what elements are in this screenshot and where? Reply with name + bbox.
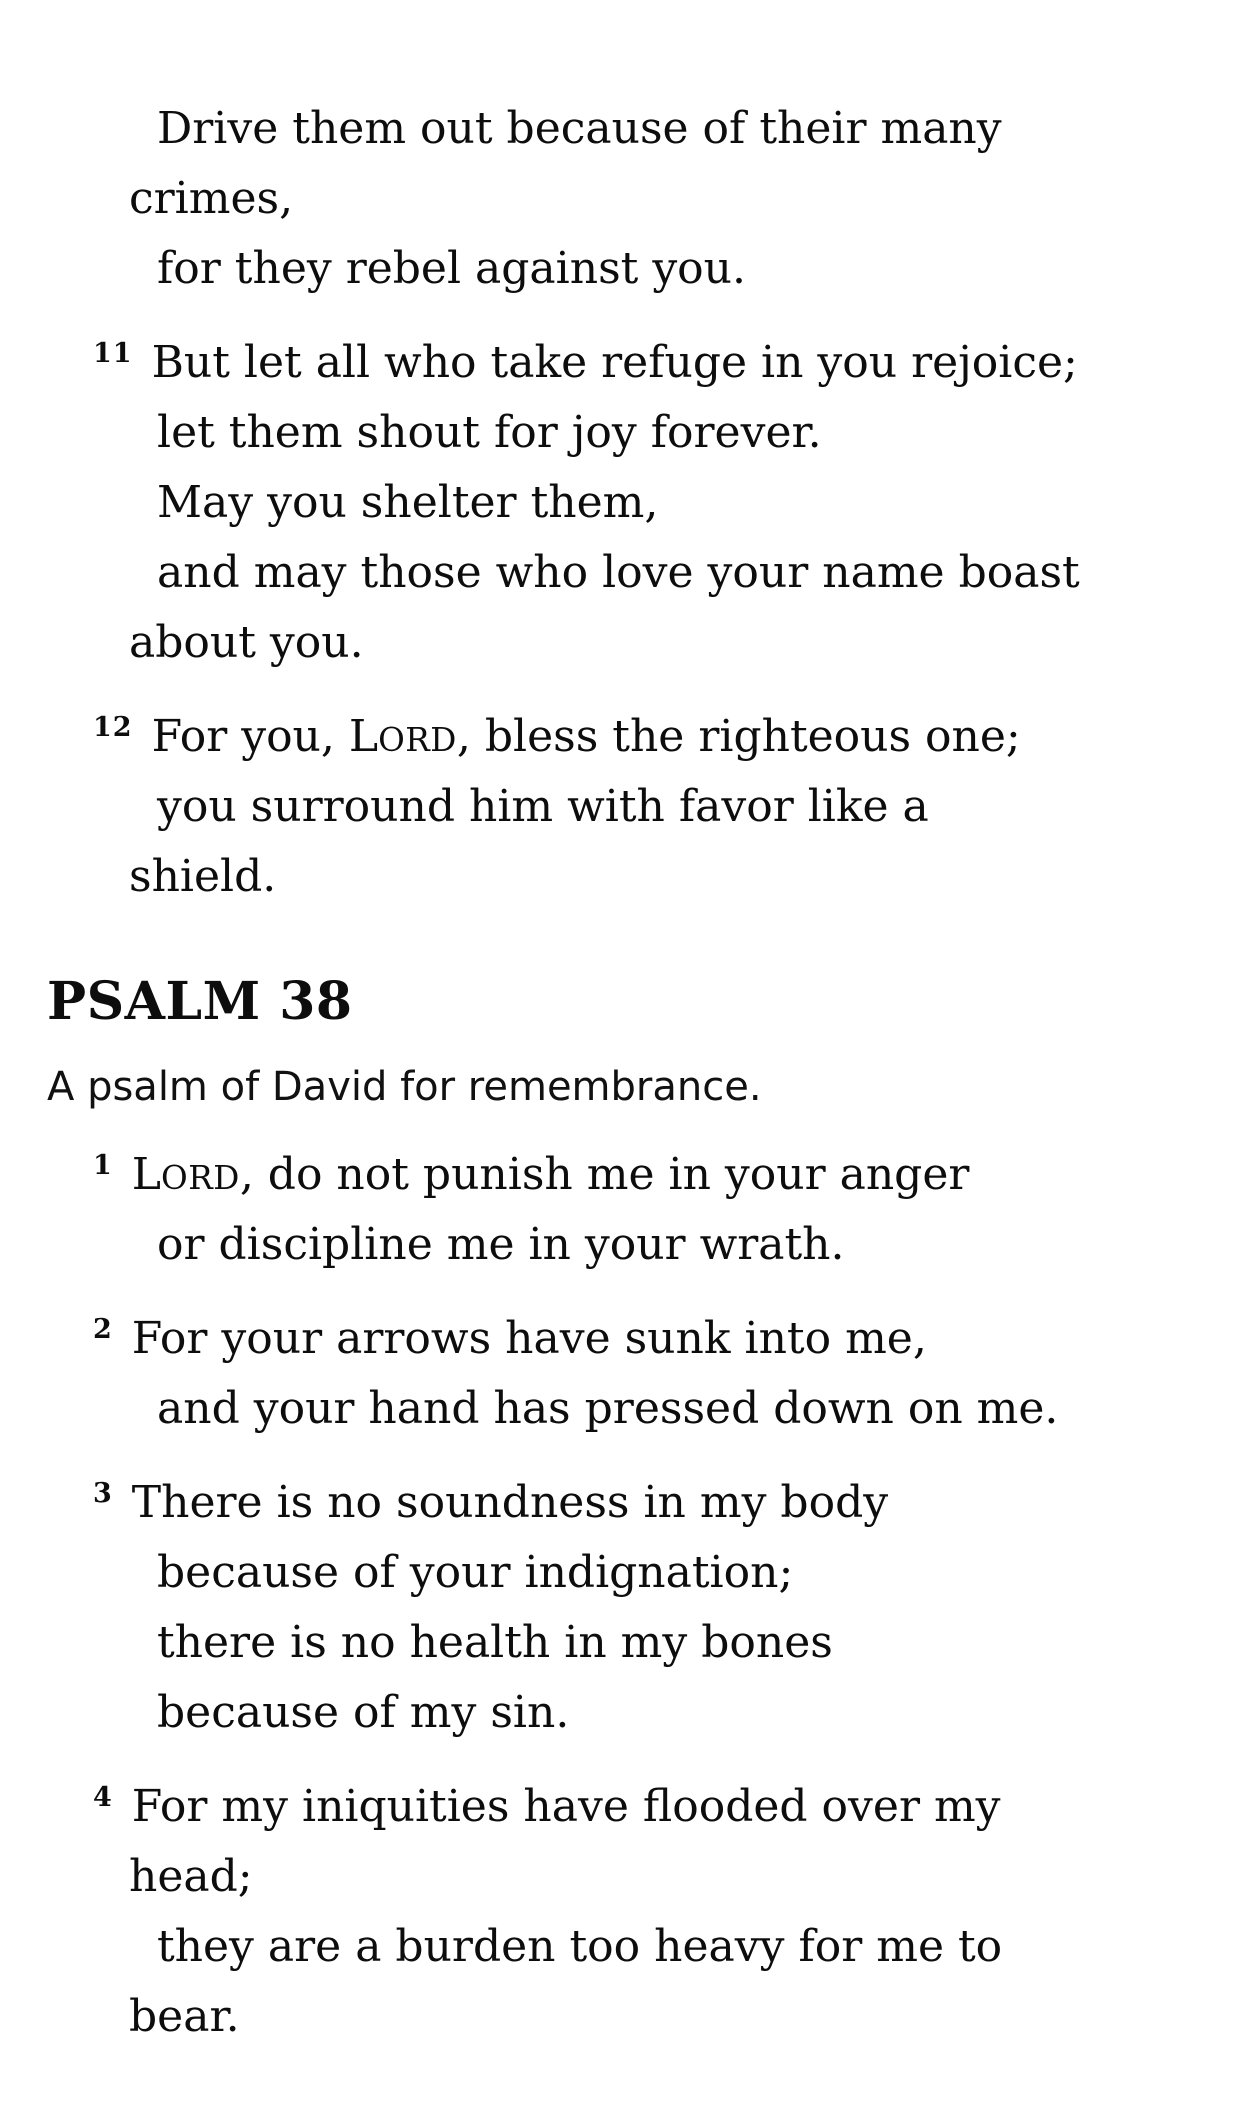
poetry-text: head;: [129, 1851, 253, 1902]
poetry-text: or discipline me in your wrath.: [157, 1219, 845, 1270]
poetry-line: [110, 164, 1242, 234]
poetry-line: [93, 328, 1242, 398]
poetry-text: shield.: [129, 851, 277, 902]
poetry-line: [110, 608, 1242, 678]
verse-number: 4: [93, 1782, 113, 1813]
poetry-text: about you.: [129, 617, 364, 668]
poetry-text: for they rebel against you.: [157, 243, 746, 294]
psalm-superscription: A psalm of David for remembrance.: [47, 1064, 762, 1110]
lord-initial: L: [348, 711, 379, 762]
psalm-heading: PSALM 38: [47, 971, 353, 1032]
poetry-text: For your arrows have sunk into me,: [131, 1313, 927, 1364]
poetry-line: [138, 234, 1242, 304]
poetry-line: [138, 1374, 1242, 1444]
poetry-text: there is no health in my bones: [157, 1617, 833, 1668]
poetry-text: because of my sin.: [157, 1687, 570, 1738]
poetry-section: [0, 94, 1242, 912]
lord-divine-name: [132, 1149, 240, 1200]
poetry-line: [93, 1468, 1242, 1538]
poetry-text: bear.: [129, 1991, 240, 2042]
poetry-line: [110, 1842, 1242, 1912]
poetry-text: But let all who take refuge in you rejoice;: [151, 337, 1078, 388]
verse-number: 3: [93, 1478, 113, 1509]
poetry-text: let them shout for joy forever.: [157, 407, 822, 458]
poetry-text: they are a burden too heavy for me to: [157, 1921, 1003, 1972]
poetry-line: [93, 1772, 1242, 1842]
poetry-text: For you,: [151, 711, 349, 762]
verse-number: 12: [93, 712, 133, 743]
poetry-line: [138, 772, 1242, 842]
poetry-text: and your hand has pressed down on me.: [157, 1383, 1059, 1434]
poetry-line: [138, 1538, 1242, 1608]
poetry-line: [138, 398, 1242, 468]
poetry-text: For my iniquities have flooded over my: [131, 1781, 1001, 1832]
poetry-line: [93, 1140, 1242, 1210]
poetry-line: [138, 468, 1242, 538]
poetry-text: , do not punish me in your anger: [239, 1149, 970, 1200]
poetry-line: [138, 1608, 1242, 1678]
poetry-text: There is no soundness in my body: [131, 1477, 889, 1528]
poetry-line: [138, 1912, 1242, 1982]
lord-initial: L: [131, 1149, 162, 1200]
poetry-text: because of your indignation;: [157, 1547, 794, 1598]
poetry-line: [110, 842, 1242, 912]
poetry-line: [93, 1304, 1242, 1374]
lord-small-caps: ORD: [161, 1159, 240, 1197]
verse-number: 2: [93, 1314, 113, 1345]
poetry-line: [138, 1210, 1242, 1280]
poetry-line: [110, 1982, 1242, 2052]
poetry-line: [138, 94, 1242, 164]
lord-divine-name: [349, 711, 457, 762]
poetry-text: you surround him with favor like a: [157, 781, 929, 832]
poetry-text: May you shelter them,: [157, 477, 659, 528]
poetry-line: [138, 1678, 1242, 1748]
poetry-section: [0, 1140, 1242, 2052]
poetry-text: and may those who love your name boast: [157, 547, 1080, 598]
verse-number: 1: [93, 1150, 113, 1181]
poetry-line: [93, 702, 1242, 772]
poetry-text: Drive them out because of their many: [157, 103, 1002, 154]
poetry-text: , bless the righteous one;: [456, 711, 1021, 762]
poetry-line: [138, 538, 1242, 608]
lord-small-caps: ORD: [378, 721, 457, 759]
verse-number: 11: [93, 338, 133, 369]
poetry-text: crimes,: [129, 173, 294, 224]
